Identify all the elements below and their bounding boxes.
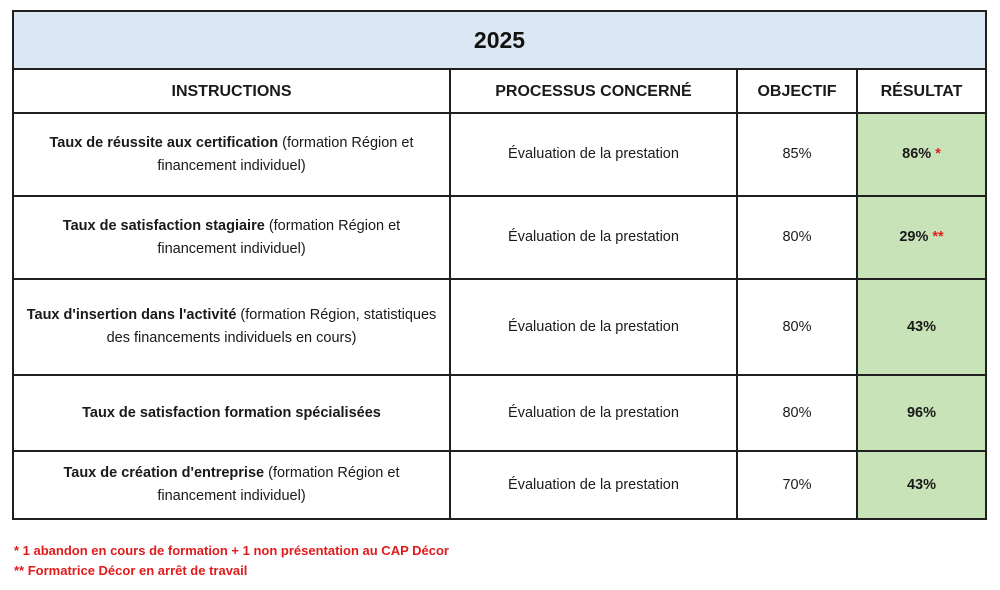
header-result: RÉSULTAT	[858, 70, 985, 114]
process-cell: Évaluation de la prestation	[451, 376, 738, 452]
instruction-cell	[14, 376, 451, 452]
footnote-mark: *	[935, 146, 941, 162]
objective-cell: 80%	[738, 197, 858, 280]
process-cell: Évaluation de la prestation	[451, 114, 738, 197]
result-value: 43%	[906, 476, 937, 493]
header-process: PROCESSUS CONCERNÉ	[451, 70, 738, 114]
result-cell	[858, 280, 985, 376]
instruction-cell	[14, 197, 451, 280]
result-cell	[858, 197, 985, 280]
instruction-cell	[14, 452, 451, 518]
instruction-bold: Taux de satisfaction formation spécialisées	[82, 404, 381, 421]
table-grid	[14, 70, 985, 518]
objective-cell: 85%	[738, 114, 858, 197]
instruction-detail: (formation Région, statistiques des financements individuels en cours)	[106, 307, 437, 346]
process-cell: Évaluation de la prestation	[451, 197, 738, 280]
footnote-1: * 1 abandon en cours de formation + 1 non présentation au CAP Décor	[14, 543, 449, 558]
process-cell: Évaluation de la prestation	[451, 452, 738, 518]
instruction-detail: (formation Région et financement individuel)	[157, 217, 401, 257]
footnote-mark: **	[932, 229, 944, 245]
results-table	[12, 10, 987, 520]
header-objective: OBJECTIF	[738, 70, 858, 114]
result-cell	[858, 114, 985, 197]
instruction-bold: Taux de création d'entreprise	[63, 465, 265, 481]
objective-cell: 80%	[738, 376, 858, 452]
objective-cell: 70%	[738, 452, 858, 518]
instruction-detail: (formation Région et financement individuel)	[157, 134, 414, 174]
instruction-bold: Taux de réussite aux certification	[49, 134, 279, 151]
result-value: 86%	[902, 146, 932, 162]
instruction-bold: Taux de satisfaction stagiaire	[62, 217, 265, 234]
footnote-2: ** Formatrice Décor en arrêt de travail	[14, 563, 248, 578]
table-title: 2025	[14, 12, 985, 70]
process-cell: Évaluation de la prestation	[451, 280, 738, 376]
instruction-bold: Taux d'insertion dans l'activité	[26, 307, 237, 323]
result-value: 29%	[899, 229, 929, 245]
objective-cell: 80%	[738, 280, 858, 376]
instruction-cell	[14, 280, 451, 376]
result-cell	[858, 376, 985, 452]
instruction-detail: (formation Région et financement individuel)	[157, 465, 400, 504]
header-instructions: INSTRUCTIONS	[14, 70, 451, 114]
result-value: 43%	[906, 318, 937, 335]
result-value: 96%	[906, 404, 937, 421]
result-cell	[858, 452, 985, 518]
footnotes	[14, 541, 449, 581]
instruction-cell	[14, 114, 451, 197]
